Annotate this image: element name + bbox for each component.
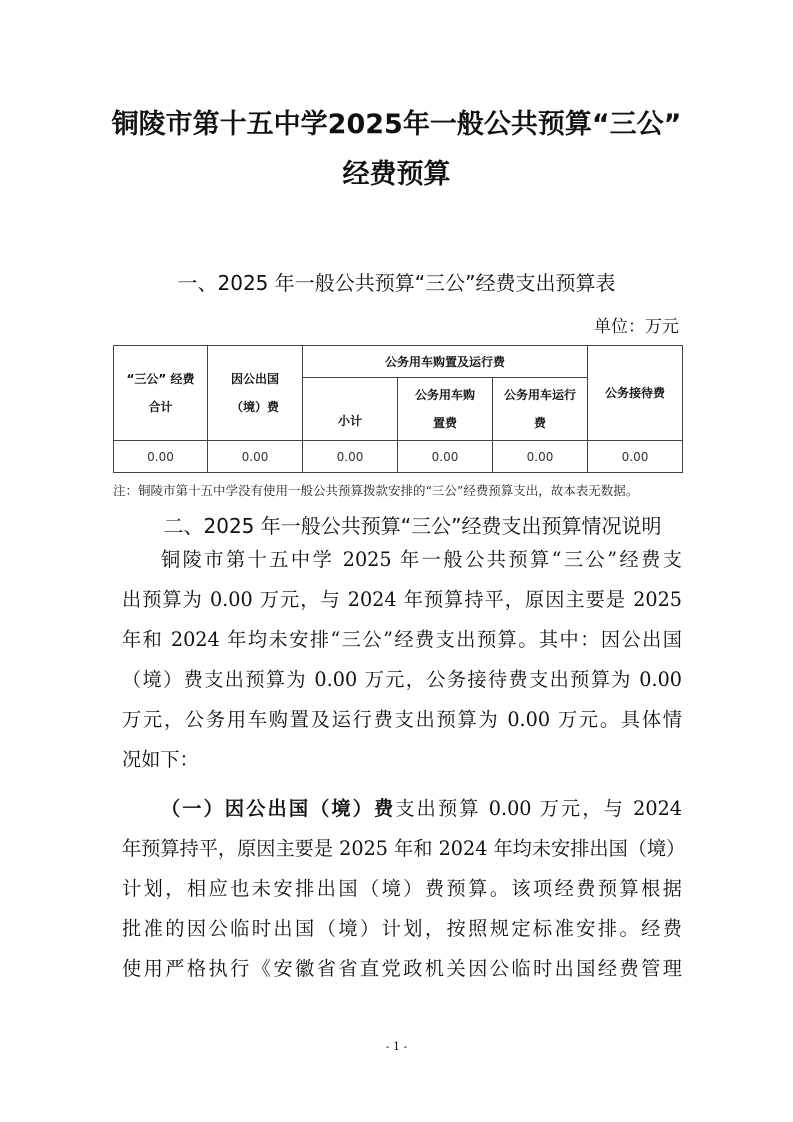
page-number: - 1 -: [385, 1040, 408, 1053]
paragraph-line: 铜陵市第十五中学 2025 年一般公共预算“三公”经费支: [161, 548, 682, 571]
document-title-line-2: 经费预算: [342, 159, 451, 190]
cell-vehicle-purchase: 0.00: [398, 441, 493, 473]
header-overseas: [208, 346, 303, 441]
header-vehicle-operation-line-2: 费: [534, 416, 547, 430]
header-vehicle-purchase-line-2: 置费: [432, 416, 457, 430]
paragraph-line: 批准的因公临时出国（境）计划，按照规定标准安排。经费: [122, 917, 682, 940]
paragraph-overseas: [122, 789, 686, 989]
paragraph-line: 年和 2024 年均未安排“三公”经费支出预算。其中：因公出国: [122, 628, 682, 651]
unit-label: 单位：万元: [594, 317, 679, 337]
paragraph-line: （境）费支出预算为 0.00 万元，公务接待费支出预算为 0.00: [122, 668, 682, 691]
paragraph-line: 使用严格执行《安徽省省直党政机关因公临时出国经费管理: [122, 957, 682, 980]
document-title: [0, 100, 793, 200]
cell-overseas: 0.00: [208, 441, 303, 473]
header-vehicle-subtotal: [303, 378, 398, 441]
paragraph-line: 出预算为 0.00 万元，与 2024 年预算持平，原因主要是 2025: [122, 588, 682, 611]
header-vehicle-subtotal-label: 小计: [337, 414, 362, 428]
cell-vehicle-operation: 0.00: [493, 441, 588, 473]
header-vehicle-operation-line-1: 公务用车运行: [504, 388, 577, 402]
header-total: [114, 346, 208, 441]
header-total-line-2: 合计: [148, 400, 173, 414]
paragraph-line: 万元，公务用车购置及运行费支出预算为 0.00 万元。具体情: [122, 708, 682, 731]
cell-vehicle-subtotal: 0.00: [303, 441, 398, 473]
header-vehicle-operation: [493, 378, 588, 441]
section-1-heading: 一、2025 年一般公共预算“三公”经费支出预算表: [177, 271, 616, 295]
section-2-heading: 二、2025 年一般公共预算“三公”经费支出预算情况说明: [163, 514, 662, 538]
paragraph-line: 年预算持平，原因主要是 2025 年和 2024 年均未安排出国（境）: [122, 837, 686, 860]
document-title-line-1: 铜陵市第十五中学2025年一般公共预算“三公”: [111, 109, 682, 140]
header-total-line-1: “三公” 经费: [126, 372, 195, 386]
cell-total: 0.00: [114, 441, 208, 473]
paragraph-line: 况如下：: [122, 748, 199, 771]
overseas-subheading: （一）因公出国（境）费: [161, 797, 396, 820]
table-header-row-1: [114, 346, 683, 378]
overseas-first-line-rest: 支出预算 0.00 万元，与 2024: [395, 797, 682, 820]
header-overseas-line-2: （境）费: [230, 400, 279, 414]
header-reception: 公务接待费: [588, 346, 683, 441]
three-public-expenses-table: [113, 345, 683, 473]
paragraph-summary: [122, 540, 682, 780]
paragraph-line: [122, 789, 682, 829]
table-row: [114, 441, 683, 473]
table-note: 注：铜陵市第十五中学没有使用一般公共预算拨款安排的“三公”经费预算支出，故本表无数据。: [113, 483, 639, 498]
header-vehicle-purchase-line-1: 公务用车购: [414, 388, 475, 402]
header-overseas-line-1: 因公出国: [230, 372, 279, 386]
paragraph-line: 计划，相应也未安排出国（境）费预算。该项经费预算根据: [122, 877, 682, 900]
header-vehicle-group: 公务用车购置及运行费: [303, 346, 588, 378]
cell-reception: 0.00: [588, 441, 683, 473]
header-vehicle-purchase: [398, 378, 493, 441]
